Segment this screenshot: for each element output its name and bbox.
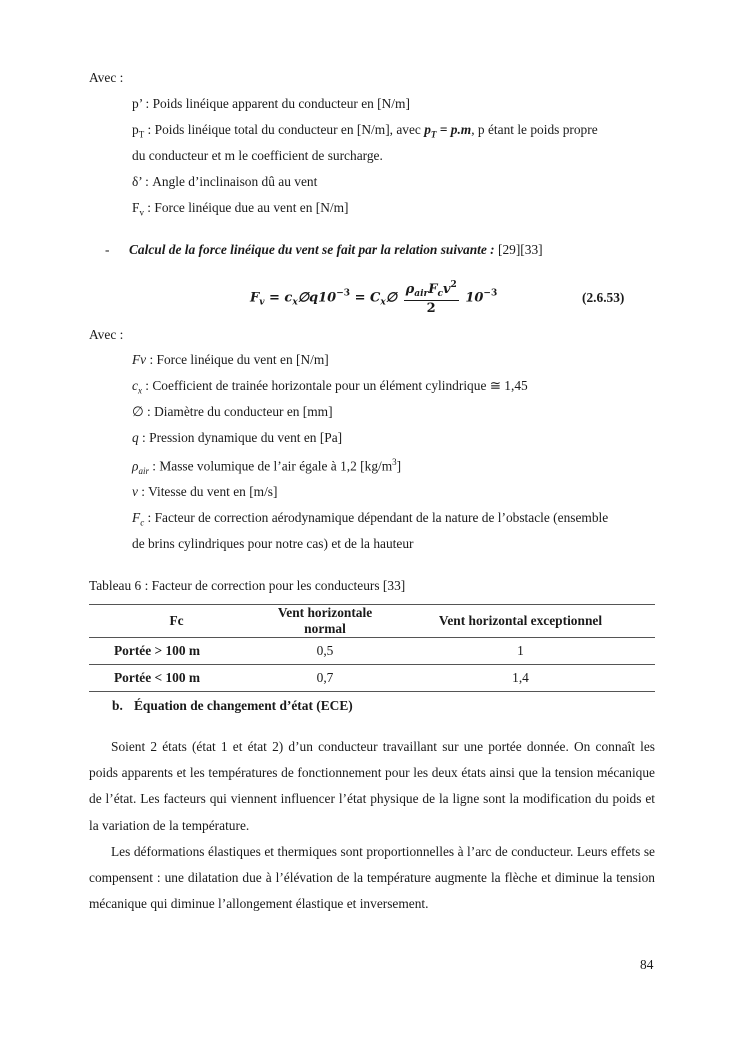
table-cell: Portée > 100 m <box>89 638 264 665</box>
table-cell: 0,7 <box>264 665 386 692</box>
table-header-exceptional: Vent horizontal exceptionnel <box>386 605 655 638</box>
def2-fv: Fv : Force linéique du vent en [N/m] <box>132 352 329 367</box>
def2-cx: $c_x$ : Coefficient de trainée horizontale pour un élément cylindrique ≅ 1,45 <box>132 378 528 396</box>
avec-label-1: Avec : <box>89 70 124 85</box>
def-fv: $F_v$ : Force linéique due au vent en [N/m] <box>132 200 349 218</box>
table-row <box>89 665 655 692</box>
table-caption: Tableau 6 : Facteur de correction pour les conducteurs [33] <box>89 578 406 593</box>
section-letter: b. <box>112 698 123 713</box>
def2-v: v : Vitesse du vent en [m/s] <box>132 484 278 499</box>
table-cell: 1 <box>386 638 655 665</box>
def2-fc: $F_c$ : Facteur de correction aérodynamique dépendant de la nature de l’obstacle (ensemble <box>132 510 609 528</box>
bullet-dash: - <box>105 242 110 257</box>
def-pt: $p_T$ : Poids linéique total du conducteur en [N/m], avec $p_T = p.m$, p étant le poids propre <box>132 122 598 140</box>
def2-phi: ∅ : Diamètre du conducteur en [mm] <box>132 404 333 419</box>
bullet-heading: Calcul de la force linéique du vent se fait par la relation suivante : [29][33] <box>129 242 543 257</box>
def-delta: δ’ : Angle d’inclinaison dû au vent <box>132 174 318 189</box>
correction-factor-table <box>89 604 655 692</box>
def2-q: q : Pression dynamique du vent en [Pa] <box>132 430 343 445</box>
section-title: Équation de changement d’état (ECE) <box>134 698 353 713</box>
def2-fc-continued: de brins cylindriques pour notre cas) et de la hauteur <box>132 536 414 551</box>
equation-fraction: $\frac{\rho_{air}F_cv^2}{2}$ <box>405 280 457 316</box>
def-pt-continued: du conducteur et m le coefficient de surcharge. <box>132 148 383 163</box>
page-number: 84 <box>640 957 654 972</box>
avec-label-2: Avec : <box>89 327 124 342</box>
table-header-normal: Vent horizontale normal <box>264 605 386 638</box>
paragraph-2: Les déformations élastiques et thermiques sont proportionnelles à l’arc de conducteur. Leurs effets se compensent : une dilatation due à l’élévation de la température augmente la flèche et diminue la tension mécanique qui diminue l’allongement élastique et inversement. <box>89 844 655 912</box>
equation-number: (2.6.53) <box>582 290 625 305</box>
paragraph-1: Soient 2 états (état 1 et état 2) d’un conducteur travaillant sur une portée donnée. On connaît les poids apparents et les températures de fonctionnement pour les deux états ainsi que la tension mécanique de l’état. Les facteurs qui viennent influencer l’état physique de la ligne sont la modification du poids et la variation de la température. <box>89 739 655 833</box>
def-p-prime: p’ : Poids linéique apparent du conducteur en [N/m] <box>132 96 410 111</box>
table-cell: 0,5 <box>264 638 386 665</box>
table-header-fc: Fc <box>89 605 264 638</box>
table-row <box>89 638 655 665</box>
def2-rho: $\rho_{air}$ : Masse volumique de l’air égale à 1,2 $[kg/m^3]$ <box>132 457 402 477</box>
table-cell: Portée < 100 m <box>89 665 264 692</box>
equation-2-6-53: $F_v$ = $c_x\emptyset q10^{-3}$ = $C_x\emptyset$ $\frac{\rho_{air}F_cv^2}{2}$ $10^{-3}$ <box>250 280 498 316</box>
table-header-row <box>89 605 655 638</box>
table-cell: 1,4 <box>386 665 655 692</box>
